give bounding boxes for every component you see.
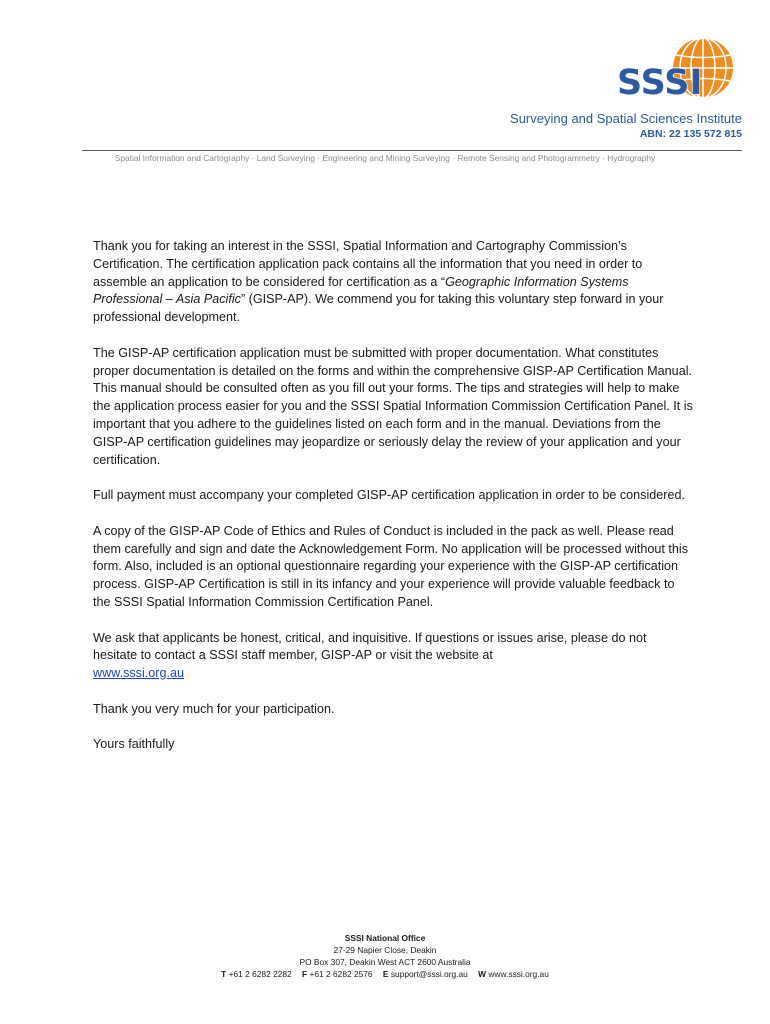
header-divider [82, 150, 742, 151]
website-link[interactable]: www.sssi.org.au [93, 666, 184, 681]
footer-fax: +61 2 6282 2576 [309, 969, 373, 979]
logo-text: SSSI [617, 63, 703, 102]
discipline-tagline: Spatial Information and Cartography · Land Surveying · Engineering and Mining Surveying · Remote Sensing and Photogrammetry · Hydrography [114, 153, 656, 163]
footer-office-title: SSSI National Office [344, 933, 426, 943]
paragraph-documentation: The GISP-AP certification application must be submitted with proper documentation. What constitutes proper documentation is detailed on the forms and within the comprehensive GISP-AP Certification Manual. This manual should be consulted often as you fill out your forms. The tips and strategies will help to make the application process easier for you and the SSSI Spatial Information Commission Certification Panel. It is important that you adhere to the guidelines listed on each form and in the manual. Deviations from the GISP-AP certification guidelines may jeopardize or seriously delay the review of your application and your certification. [93, 345, 693, 467]
footer-address-line2: PO Box 307, Deakin West ACT 2600 Australia [299, 957, 471, 967]
certification-title: Geographic Information Systems Professional – Asia Pacific [93, 274, 629, 307]
phone-label: T [221, 969, 227, 979]
footer-contacts [0, 968, 770, 980]
abn-number: ABN: 22 135 572 815 [639, 128, 742, 140]
paragraph-intro-start: Thank you for taking an interest in the SSSI, Spatial Information and Cartography Commission’s Certification. The certification application pack contains all the information that you need in order to assemble an application to be considered for certification as a “ [93, 239, 643, 289]
footer [0, 932, 770, 980]
fax-label: F [302, 969, 308, 979]
footer-address-line1: 27-29 Napier Close, Deakin [333, 945, 437, 955]
footer-website[interactable]: www.sssi.org.au [488, 969, 549, 979]
contact-text: We ask that applicants be honest, critical, and inquisitive. If questions or issues arise, please do not hesitate to contact a SSSI staff member, GISP-AP or visit the website at [93, 630, 647, 663]
footer-phone: +61 2 6282 2282 [228, 969, 292, 979]
paragraph-contact [93, 630, 693, 683]
sssi-logo [615, 36, 735, 102]
closing-salutation: Yours faithfully [93, 737, 175, 752]
paragraph-intro-end: ” (GISP-AP). We commend you for taking this voluntary step forward in your professional development. [93, 292, 664, 325]
footer-email[interactable]: support@sssi.org.au [390, 969, 468, 979]
paragraph-code-of-ethics: A copy of the GISP-AP Code of Ethics and Rules of Conduct is included in the pack as well. Please read them carefully and sign and date the Acknowledgement Form. No application will be processed without this form. Also, included is an optional questionnaire regarding your experience with the GISP-AP certification process. GISP-AP Certification is still in its infancy and your experience will provide valuable feedback to the SSSI Spatial Information Commission Certification Panel. [93, 523, 689, 609]
paragraph-payment: Full payment must accompany your completed GISP-AP certification application in order to be considered. [93, 488, 685, 503]
paragraph-thanks: Thank you very much for your participation. [93, 701, 335, 716]
email-label: E [382, 969, 389, 979]
institute-name: Surveying and Spatial Sciences Institute [510, 111, 742, 126]
paragraph-intro [93, 238, 693, 327]
letter-body [93, 238, 693, 772]
web-label: W [478, 969, 487, 979]
